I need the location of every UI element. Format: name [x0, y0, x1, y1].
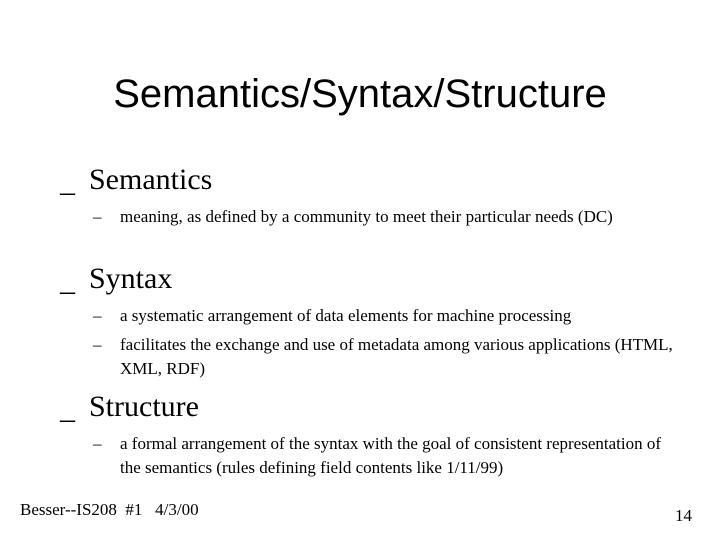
subpoint-text: facilitates the exchange and use of metadata among various applications (HTML, XML, RDF) [120, 335, 673, 378]
bullet-heading-semantics: Semantics [89, 163, 213, 196]
bullet-marker: _ [60, 392, 75, 425]
subpoint-semantics-1 [93, 205, 673, 229]
subpoint-syntax-1 [93, 304, 673, 328]
bullet-heading-structure: Structure [89, 390, 199, 423]
bullet-heading-syntax: Syntax [89, 262, 173, 295]
subpoint-text: a formal arrangement of the syntax with the goal of consistent representation of the semantics (rules defining field contents like 1/11/99) [120, 434, 661, 477]
subpoint-structure-1 [93, 432, 673, 480]
bullet-marker: _ [60, 165, 75, 198]
subpoint-text: a systematic arrangement of data elements for machine processing [120, 306, 572, 325]
subpoint-text: meaning, as defined by a community to meet their particular needs (DC) [120, 207, 613, 226]
page-number: 14 [675, 506, 692, 525]
slide-title: Semantics/Syntax/Structure [113, 72, 607, 116]
bullet-marker: _ [60, 264, 75, 297]
dash-marker: – [93, 207, 102, 226]
subpoint-syntax-2 [93, 333, 673, 381]
dash-marker: – [93, 335, 102, 354]
dash-marker: – [93, 434, 102, 453]
slide-footer: Besser--IS208 #1 4/3/00 [20, 500, 199, 519]
dash-marker: – [93, 306, 102, 325]
